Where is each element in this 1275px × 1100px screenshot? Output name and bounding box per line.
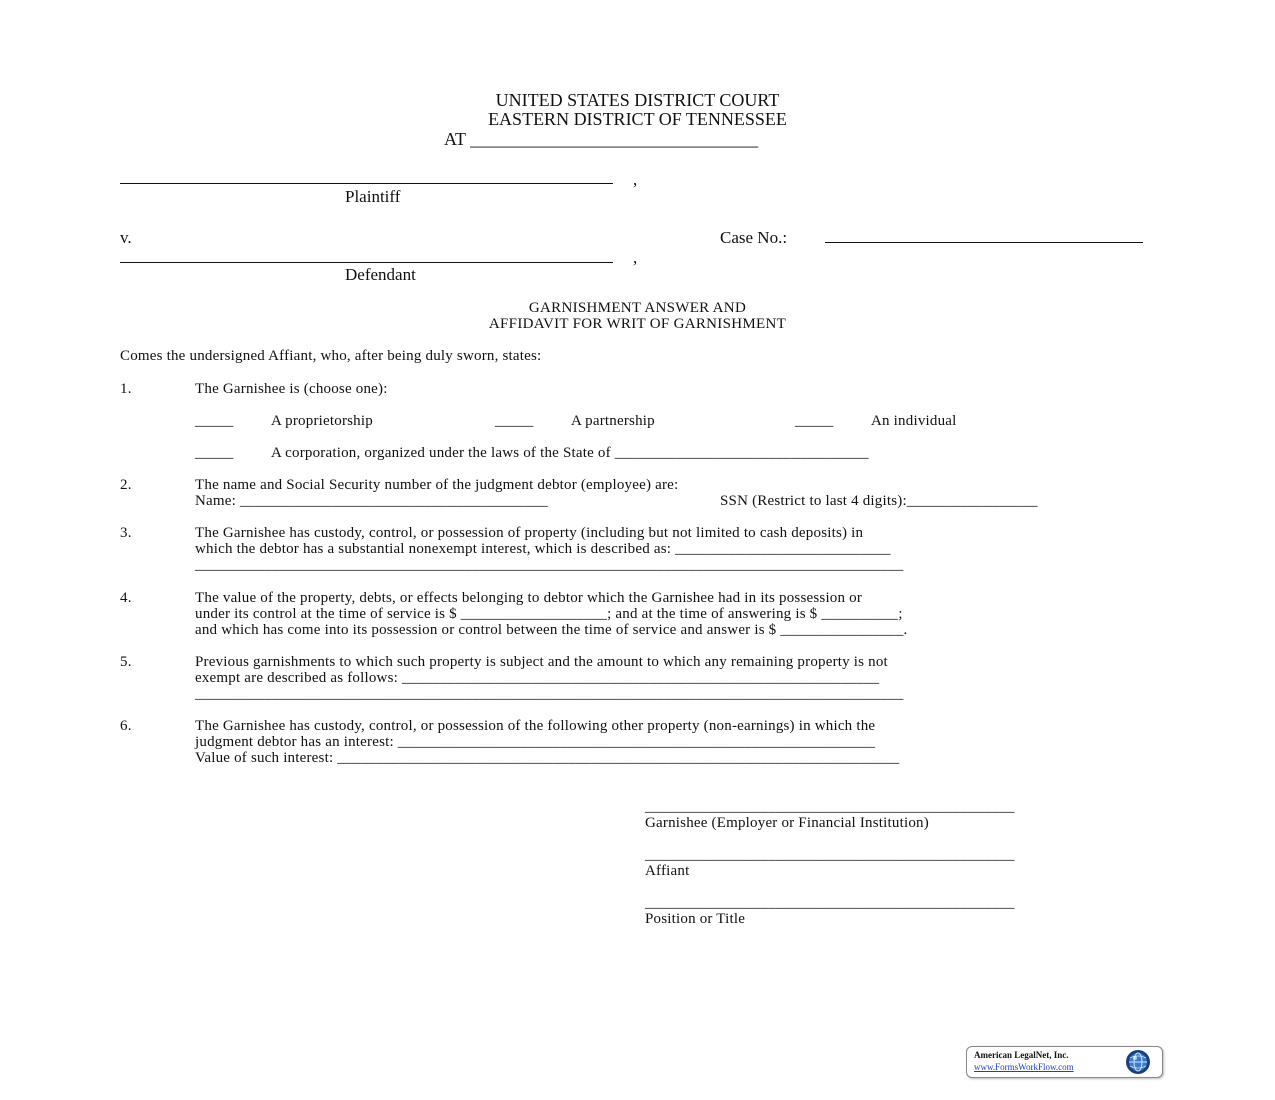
form-title-line2: AFFIDAVIT FOR WRIT OF GARNISHMENT <box>488 316 787 332</box>
court-name: UNITED STATES DISTRICT COURT <box>495 90 780 110</box>
plaintiff-name-line <box>120 183 613 184</box>
debtor-ssn-field: SSN (Restrict to last 4 digits):_________________ <box>720 493 1038 509</box>
logo-website-link[interactable]: www.FormsWorkFlow.com <box>974 1062 1074 1072</box>
item-3-line2: which the debtor has a substantial nonexempt interest, which is described as: ____________________________ <box>195 541 891 557</box>
individual-option: An individual <box>871 413 957 429</box>
item-5-line3: ____________________________________________________________________________________________ <box>195 686 904 702</box>
american-legalnet-logo <box>966 1046 1163 1078</box>
partnership-option: A partnership <box>571 413 655 429</box>
logo-company-name: American LegalNet, Inc. <box>974 1050 1069 1060</box>
item-5-number: 5. <box>120 654 132 670</box>
item-4-line1: The value of the property, debts, or effects belonging to debtor which the Garnishee had in its possession or <box>195 590 863 606</box>
affiant-signature-line: ________________________________________________ <box>645 847 1015 863</box>
form-title-line1: GARNISHMENT ANSWER AND <box>528 300 747 316</box>
item-6-number: 6. <box>120 718 132 734</box>
garnishee-signature-label: Garnishee (Employer or Financial Institution) <box>645 815 929 831</box>
garnishee-signature-line: ________________________________________________ <box>645 799 1015 815</box>
item-3-line1: The Garnishee has custody, control, or possession of property (including but not limited to cash deposits) in <box>195 525 864 541</box>
item-6-line3: Value of such interest: _________________________________________________________________________ <box>195 750 900 766</box>
case-number-line <box>825 242 1143 243</box>
district-name: EASTERN DISTRICT OF TENNESSEE <box>488 109 787 129</box>
item-1-number: 1. <box>120 381 132 397</box>
item-4-number: 4. <box>120 590 132 606</box>
item-2-text: The name and Social Security number of the judgment debtor (employee) are: <box>195 477 679 493</box>
plaintiff-comma: , <box>633 170 638 189</box>
item-3-line3: ____________________________________________________________________________________________ <box>195 557 904 573</box>
plaintiff-label: Plaintiff <box>345 187 401 206</box>
corporation-blank: _____ <box>195 445 234 461</box>
item-5-line2: exempt are described as follows: ______________________________________________________________ <box>195 670 880 686</box>
position-signature-label: Position or Title <box>645 911 746 927</box>
defendant-name-line <box>120 262 613 263</box>
position-signature-line: ________________________________________________ <box>645 895 1015 911</box>
item-5-line1: Previous garnishments to which such property is subject and the amount to which any remaining property is not <box>195 654 888 670</box>
item-1-text: The Garnishee is (choose one): <box>195 381 388 397</box>
case-number-label: Case No.: <box>720 228 788 247</box>
corporation-option: A corporation, organized under the laws of the State of _________________________________ <box>271 445 869 461</box>
item-3-number: 3. <box>120 525 132 541</box>
intro-statement: Comes the undersigned Affiant, who, after being duly sworn, states: <box>120 348 542 364</box>
item-2-number: 2. <box>120 477 132 493</box>
proprietorship-option: A proprietorship <box>271 413 373 429</box>
item-4-line2: under its control at the time of service is $ ___________________; and at the time of answering is $ __________; <box>195 606 903 622</box>
versus-label: v. <box>120 228 132 247</box>
item-4-line3: and which has come into its possession or control between the time of service and answer is $ ________________. <box>195 622 908 638</box>
item-6-line1: The Garnishee has custody, control, or possession of the following other property (non-earnings) in which the <box>195 718 876 734</box>
defendant-comma: , <box>633 248 638 267</box>
debtor-name-field: Name: ________________________________________ <box>195 493 548 509</box>
affiant-signature-label: Affiant <box>645 863 690 879</box>
item-6-line2: judgment debtor has an interest: ______________________________________________________________ <box>195 734 876 750</box>
individual-blank: _____ <box>795 413 834 429</box>
court-location-line: AT ________________________________ <box>444 129 759 149</box>
globe-icon <box>1125 1049 1151 1075</box>
proprietorship-blank: _____ <box>195 413 234 429</box>
partnership-blank: _____ <box>495 413 534 429</box>
defendant-label: Defendant <box>345 265 416 284</box>
